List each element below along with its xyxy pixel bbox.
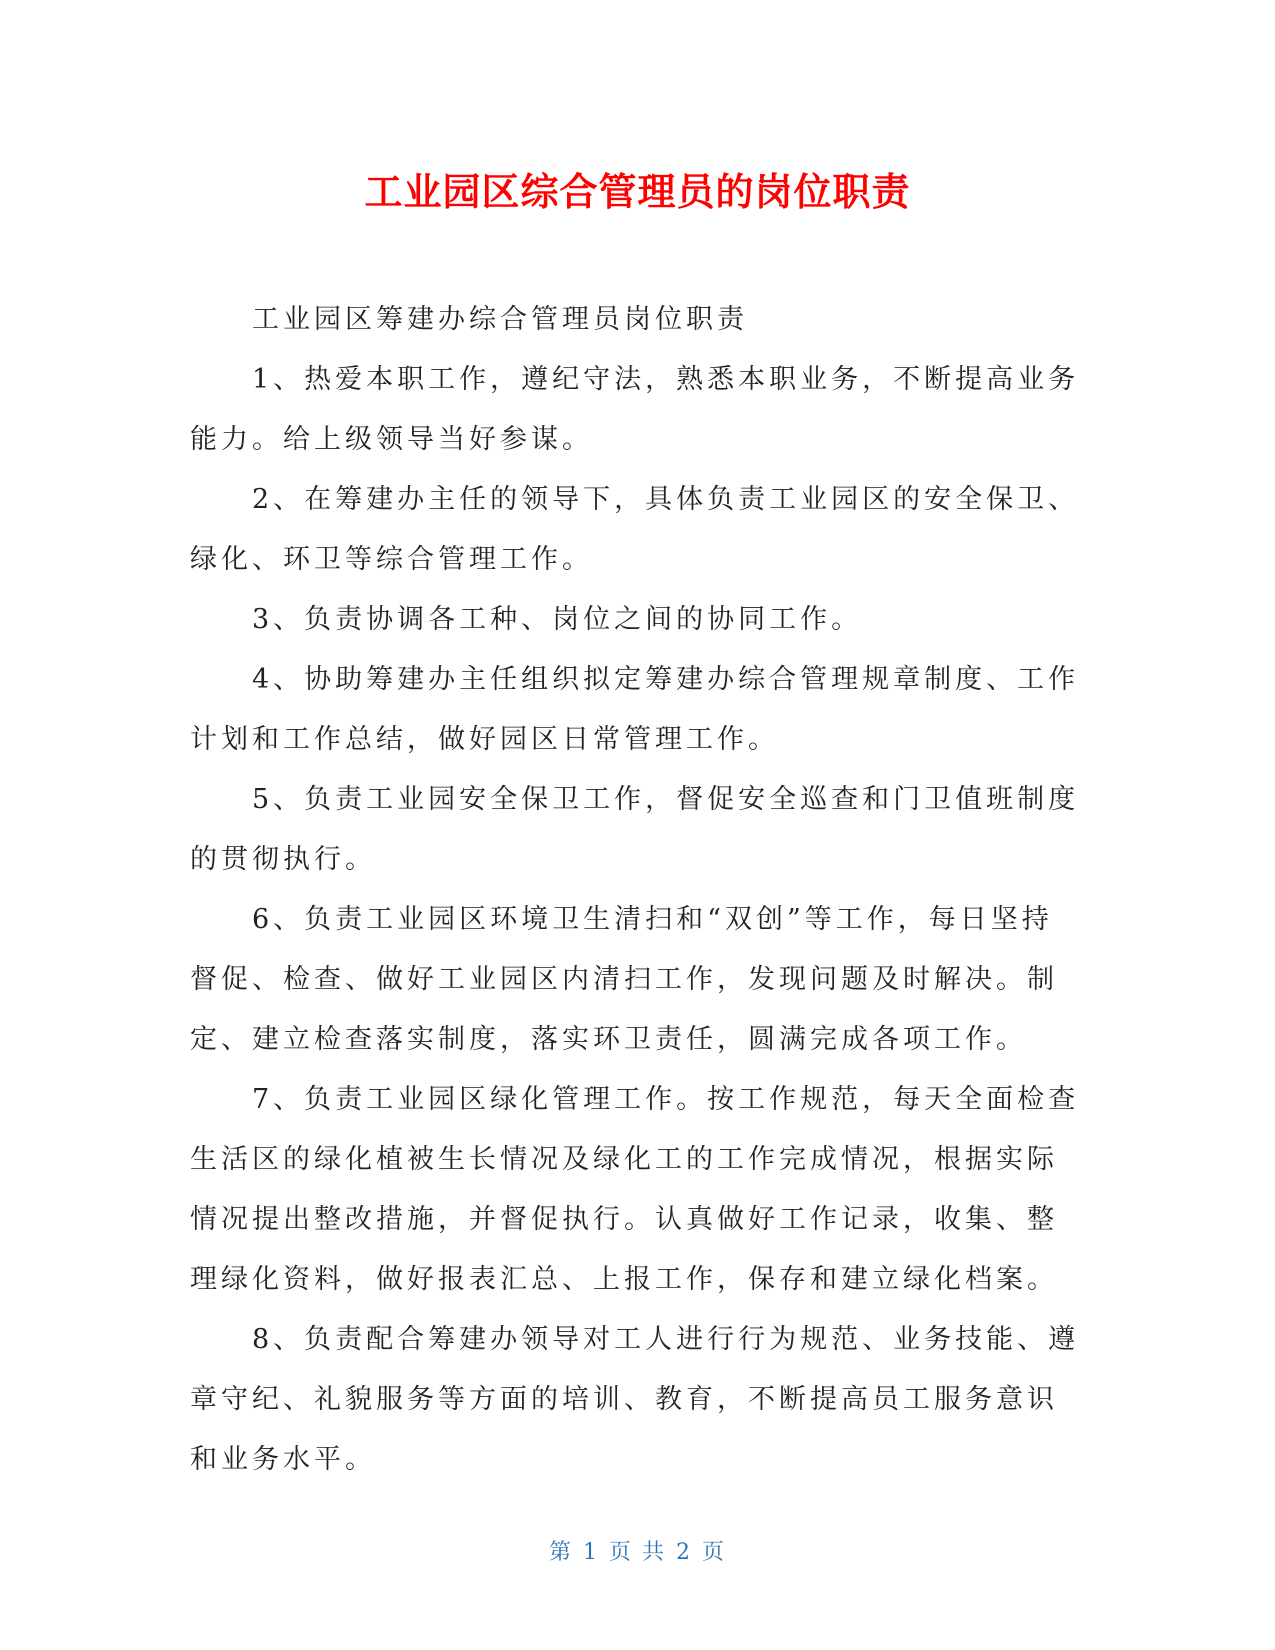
paragraph-item-6: 6、负责工业园区环境卫生清扫和“双创”等工作，每日坚持督促、检查、做好工业园区内清扫工作，发现问题及时解决。制定、建立检查落实制度，落实环卫责任，圆满完成各项工作。 — [190, 904, 1058, 1055]
footer-suffix: 页 — [702, 1540, 727, 1565]
footer-prefix: 第 — [548, 1540, 573, 1565]
paragraph-item-1: 1、热爱本职工作，遵纪守法，熟悉本职业务，不断提高业务能力。给上级领导当好参谋。 — [190, 364, 1080, 455]
footer-middle: 页 共 — [609, 1540, 666, 1565]
page-number-footer — [0, 1538, 1275, 1568]
paragraph-item-3: 3、负责协调各工种、岗位之间的协同工作。 — [252, 604, 863, 635]
paragraph-item-4: 4、协助筹建办主任组织拟定筹建办综合管理规章制度、工作计划和工作总结，做好园区日常管理工作。 — [190, 664, 1080, 755]
footer-current-page: 1 — [583, 1540, 599, 1565]
document-body — [190, 290, 1080, 1490]
paragraph-heading: 工业园区筹建办综合管理员岗位职责 — [252, 304, 748, 335]
document-title: 工业园区综合管理员的岗位职责 — [364, 170, 911, 214]
paragraph-item-7: 7、负责工业园区绿化管理工作。按工作规范，每天全面检查生活区的绿化植被生长情况及绿化工的工作完成情况，根据实际情况提出整改措施，并督促执行。认真做好工作记录，收集、整理绿化资料，做好报表汇总、上报工作，保存和建立绿化档案。 — [190, 1084, 1080, 1295]
paragraph-item-8: 8、负责配合筹建办领导对工人进行行为规范、业务技能、遵章守纪、礼貌服务等方面的培训、教育，不断提高员工服务意识和业务水平。 — [190, 1324, 1080, 1475]
paragraph-item-5: 5、负责工业园安全保卫工作，督促安全巡查和门卫值班制度的贯彻执行。 — [190, 784, 1080, 875]
paragraph-item-2: 2、在筹建办主任的领导下，具体负责工业园区的安全保卫、绿化、环卫等综合管理工作。 — [190, 484, 1080, 575]
footer-total-pages: 2 — [676, 1540, 692, 1565]
